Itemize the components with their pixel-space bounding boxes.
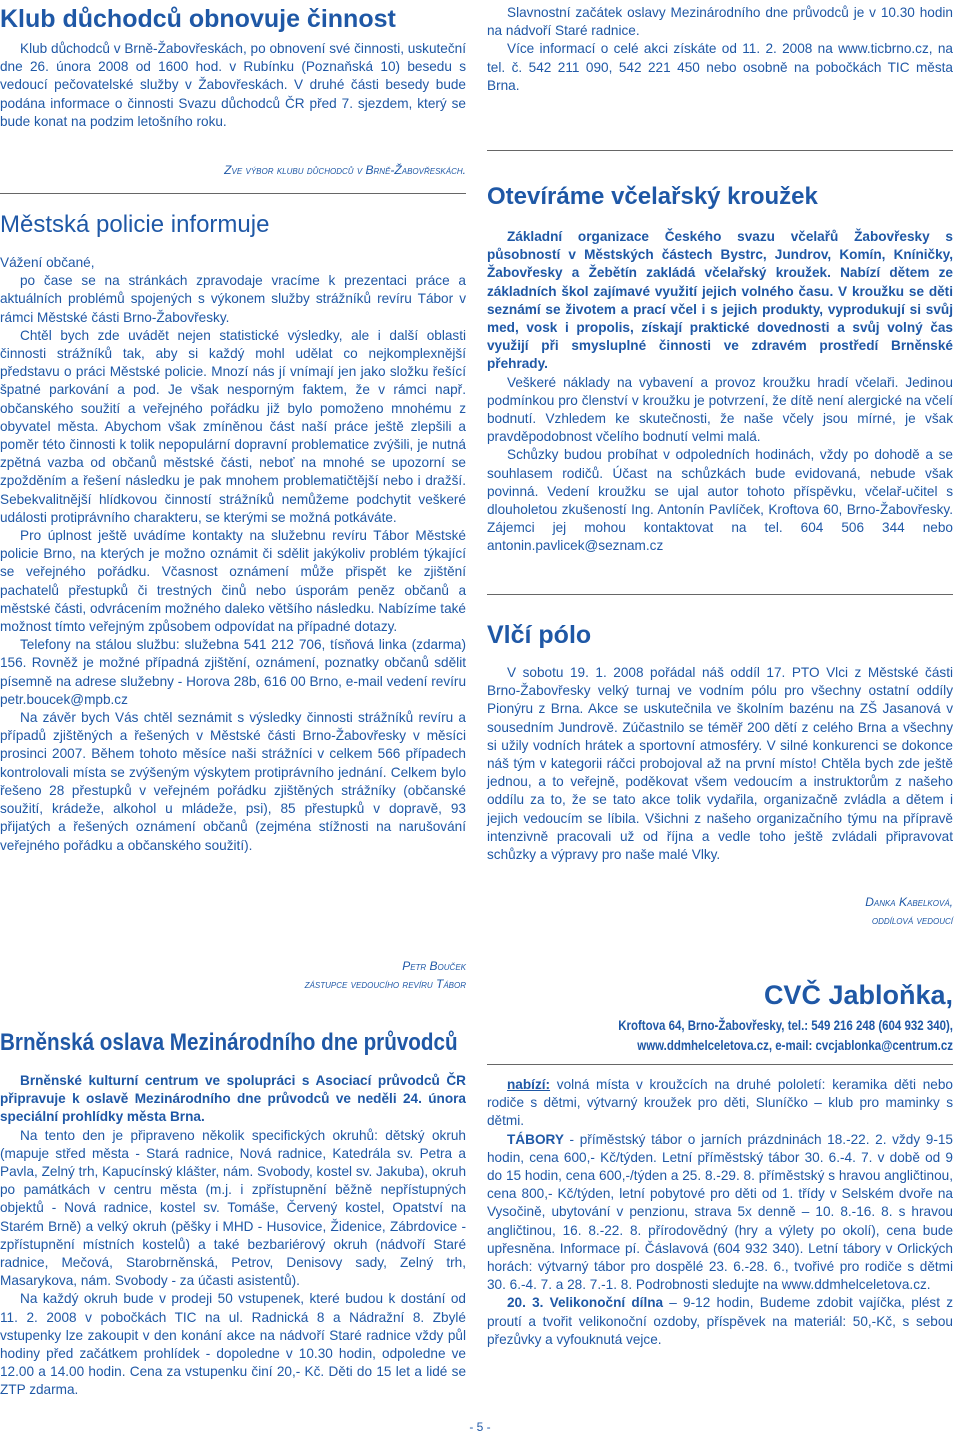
klub-title: Klub důchodců obnovuje činnost (0, 5, 396, 33)
vcelar-lead: Základní organizace Českého svazu včelařů Žabovřesky s působností v Městských částech Bystrc, Jundrov, Komín, Kníničky, Žabovřesky a Žebětín zakládá včelařský kroužek. Nabízí dětem ze základních škol zajímavé využití jejich volného času. V kroužku se děti seznámí se životem a prací včel i s jejich produkty, vyprodukují si svůj med, vosk i propolis, získají praktické dovednosti a svůj volný čas využijí při smysluplné činnosti ve zdravém prostředí Brněnské přehrady. (487, 229, 953, 372)
policie-paragraph: Pro úplnost ještě uvádíme kontakty na služebnu revíru Tábor Městské policie Brno, na kterých je možno oznámit či sdělit jakýkoliv problém týkající se veřejného pořádku. Včasnost oznámení může přispět ke zjištění pachatelů přestupků či trestných činů nebo úsporám peněz občanů a městské části, odvrácením možného daleko většího následku. Nabízíme také možnost tímto veřejným způsobem odpovídat na případné dotazy. (0, 528, 466, 635)
cvc-web: www.ddmhelceletova.cz, e-mail: cvcjablonka@centrum.cz (637, 1037, 953, 1053)
policie-signature-name: Petr Bouček (402, 959, 466, 973)
klub-paragraph: Klub důchodců v Brně-Žabovřeskách, po obnovení své činnosti, uskuteční dne 26. února 2008 od 1600 hod. v Rubínku (Poznaňská 10) besedu s vedoucí pečovatelské služby v Žabovřeskách. V druhé části besedy bude podána informace o činnosti Svazu důchodců ČR před 7. sjezdem, který se bude konat na podzim letošního roku. (0, 41, 466, 129)
cvc-offer-label: nabízí: (507, 1077, 551, 1092)
policie-title: Městská policie informuje (0, 211, 270, 238)
polo-paragraph: V sobotu 19. 1. 2008 pořádal náš oddíl 17. PTO Vlci z Městské části Brno-Žabovřesky velký turnaj ve vodním pólu pro všechny ostatní oddíly Pionýru z Brna. Akce se uskutečnila ve školním bazénu na ZŠ Jasanová v sousedním Jundrově. Zúčastnilo se téměř 200 dětí z celého Brna a všechny si užily vodních hrátek a sportovní atmosféry. V silné konkurenci se dokonce náš tým v kategorii ráčci probojoval až na první místo! Chtěla bych zde ještě jednou, a to veřejně, poděkovat všem vedoucím a instruktorům z našeho oddílu za to, že se tato akce tolik vydařila, organizačně zvládla a dětem i jejich vedoucím se líbila. Všichni z našeho organizačního týmu na přípravě intenzivně pracovali už od října a vedle toho ještě zvládali připravovat schůzky a výpravy pro naše malé Vlky. (487, 665, 953, 863)
polo-title: Vlčí pólo (487, 621, 592, 649)
klub-text (0, 40, 466, 131)
oslava-paragraph-cont: Na každý okruh bude v prodeji 50 vstupenek, které budou k dostání od 11. 2. 2008 v pobočkách TIC na ul. Radnická 8 a Nádražní 8. Zbylé vstupenky lze zakoupit v den konání akce na nádvoří Staré radnice vždy půl hodiny před začátkem prohlídek - dopoledne v 10.30 hodin, odpoledne ve 12.00 a 14.00 hodin. Cena za vstupenku činí 20,- Kč. Děti do 15 let a lidé se ZTP zdarma. (0, 1291, 466, 1398)
oslava-paragraph: Na tento den je připraveno několik specifických okruhů: dětský okruh (mapuje střed města - Stará radnice, Nová radnice, Katedrála sv. Petra a Pavla, Zelný trh, Kapucínský klášter, nám. Svobody, kostel sv. Jakuba), okruh po památkách v centru města (m.j. i zpřístupnění běžně nepřístupných objektů - Nová radnice, kostel sv. Tomáše, Červený kostel, Opatství na Starém Brně) a velký okruh (pěšky i MHD - Husovice, Židenice, Zábrdovice - zpřístupnění místních kostelů) a také bezbariérový okruh (nádvoří Staré radnice, Mečová, Starobrněnská, Petrov, Denisovy sady, Zelný trh, Masarykova, nám. Svobody - za účasti asistentů). (0, 1127, 466, 1289)
page-number: - 5 - (469, 1420, 491, 1434)
cvc-easter (487, 1294, 953, 1349)
oslava-title: Brněnská oslava Mezinárodního dne průvodců (0, 1029, 458, 1056)
policie-paragraph: po čase se na stránkách zpravodaje vracíme k prezentaci práce a aktuálních problémů spojených s výkonem služby strážníků revíru Tábor v rámci Městské části Brno-Žabovřesky. (0, 273, 466, 325)
policie-paragraph: Telefony na stálou službu: služebna 541 212 706, tísňová linka (zdarma) 156. Rovněž je možné případná zjištění, oznámení, poznatky občanů sdělit písemně na adrese služebny - Horova 28b, 616 00 Brno, e-mail vedení revíru petr.boucek@mpb.cz (0, 637, 466, 707)
cvc-text (487, 1076, 953, 1349)
oslava-text (0, 1072, 466, 1400)
vcelar-paragraph: Schůzky budou probíhat v odpoledních hodinách, vždy po dohodě a se souhlasem rodičů. Účast na schůzkách bude evidovaná, nebude však povinná. Vedení kroužku se ujal autor tohoto příspěvku, včelař-učitel s dlouholetou zkušeností Ing. Antonín Pavlíček, Kroftova 60, Brno-Žabovřesky. Zájemci jej mohou kontaktovat na tel. 604 506 344 nebo antonin.pavlicek@seznam.cz (487, 447, 953, 554)
vcelar-title: Otevíráme včelařský kroužek (487, 183, 818, 210)
oslava-paragraph: Slavnostní začátek oslavy Mezinárodního dne průvodců je v 10.30 hodin na nádvoří Staré radnice. (487, 5, 953, 39)
klub-signature: Zve výbor klubu důchodců v Brně-Žabovřeskách. (224, 163, 466, 177)
policie-paragraph: Na závěr bych Vás chtěl seznámit s výsledky činnosti strážníků revíru a případů zjištěných a řešených v Městské části Brno-Žabovřesky v měsíci prosinci 2007. Během tohoto měsíce naši strážníci v celkem 566 případech kontrolovali místa se zvýšeným výskytem protiprávního jednání. Celkem bylo řešeno 28 přestupků v veřejném pořádku zjištěných strážníky (občanské soužití, krádeže, alkohol u mládeže, psi), 85 přestupků v dopravě, 93 přijatých a řešených oznámení občanů (zejména stížnosti na narušování veřejného pořádku a občanského soužití). (0, 710, 466, 853)
cvc-easter-text: – 9-12 hodin, Budeme zdobit vajíčka, plést z proutí a tvořit velikonoční ozdoby, příspěvek na materiál: 50,-Kč, s sebou přezůvky a vyfouknutá vejce. (487, 1295, 953, 1347)
divider (487, 594, 953, 595)
divider (487, 1064, 953, 1065)
vcelar-text (487, 228, 953, 556)
vcelar-paragraph: Veškeré náklady na vybavení a provoz kroužku hradí včelaři. Jedinou podmínkou pro členství v kroužku je potvrzení, že dítě není alergické na včelí bodnutí. Vzhledem ke skutečnosti, že naše včely jsou mírné, je však pravděpodobnost včelího bodnutí velmi malá. (487, 374, 953, 445)
divider (0, 193, 466, 194)
cvc-offer-text: volná místa v kroužcích na druhé pololetí: keramika děti nebo rodiče s dětmi, výtvarný kroužek pro děti, Sluníčko – klub pro maminky s dětmi. (487, 1077, 953, 1129)
policie-paragraph: Chtěl bych zde uvádět nejen statistické výsledky, ale i další oblasti činnosti strážníků tak, aby si každý mohl udělat co nejkomplexnější představu o práci Městské policie. Mnozí nás jí vnímají jen jako složku řešící špatné parkování a pod. Je však nesporným faktem, že v rámci např. občanského soužití a veřejného pořádku již bylo pomoženo mnohému z obyvatel města. Abychom však zmíněnou část naší práce ještě zlepšili a poměr této činnosti k tolik nepopulární dopravní problematice zvýšili, je nutná zpětná vazba od občanů městské části, neboť na mnohé se upozorní se zpožděním a řešení následku je pak mnohem problematičtější nebo i dražší. Sebekvalitnější hlídkovou činností strážníků nemůžeme podchytit veškeré události protiprávního charakteru, se kterými se možná potkáváte. (0, 327, 466, 525)
cvc-easter-label: 20. 3. Velikonoční dílna (507, 1295, 664, 1311)
policie-signature-role: zástupce vedoucího revíru Tábor (304, 977, 466, 991)
cvc-title: CVČ Jabloňka, (763, 980, 953, 1010)
cvc-tabory (487, 1131, 953, 1295)
polo-text (487, 664, 953, 864)
policie-text (0, 254, 466, 855)
polo-signature-name: Danka Kabelková, (865, 895, 953, 909)
oslava-continued (487, 4, 953, 95)
cvc-tabory-label: TÁBORY (507, 1131, 564, 1147)
oslava-paragraph: Více informací o celé akci získáte od 11. 2. 2008 na www.ticbrno.cz, na tel. č. 542 211 090, 542 221 450 nebo osobně na pobočkách TIC města Brna. (487, 41, 953, 93)
cvc-offer (487, 1076, 953, 1131)
oslava-lead: Brněnské kulturní centrum ve spolupráci s Asociací průvodců ČR připravuje k oslavě Mezinárodního dne průvodců ve neděli 24. února speciální prohlídky města Brna. (0, 1073, 466, 1125)
policie-greeting: Vážení občané, (0, 255, 95, 270)
cvc-tabory-text: - příměstský tábor o jarních prázdninách 18.-22. 2. vždy 9-15 hodin, cena 600,- Kč/týden. Letní příměstský tábor 30. 6.-4. 7. v době od 9 do 15 hodin, cena 600,-/týden a 25. 8.-29. 8. příměstský s hravou angličtinou, cena 800,- Kč/týden, letní pobytové pro děti od 1. třídy v Selském dvoře na Vysočině, ubytování v penzionu, strava 5x denně – 10. 8.-16. 8. s hravou angličtinou, 16. 8.-22. 8. přírodovědný (hry a výlety po okolí), cena bude upřesněna. Informace pí. Čáslavová (604 932 340). Letní tábory v Orlických horách: výtvarný tábor pro dospělé 23. 6.-28. 6., tvořivé pro rodiče s dětmi 30. 6.-4. 7. a 28. 7.-1. 8. Podrobnosti sledujte na www.ddmhelceletova.cz. (487, 1131, 953, 1293)
cvc-address: Kroftova 64, Brno-Žabovřesky, tel.: 549 216 248 (604 932 340), (618, 1017, 953, 1033)
divider (487, 150, 953, 151)
polo-signature-role: oddílová vedoucí (871, 913, 953, 927)
